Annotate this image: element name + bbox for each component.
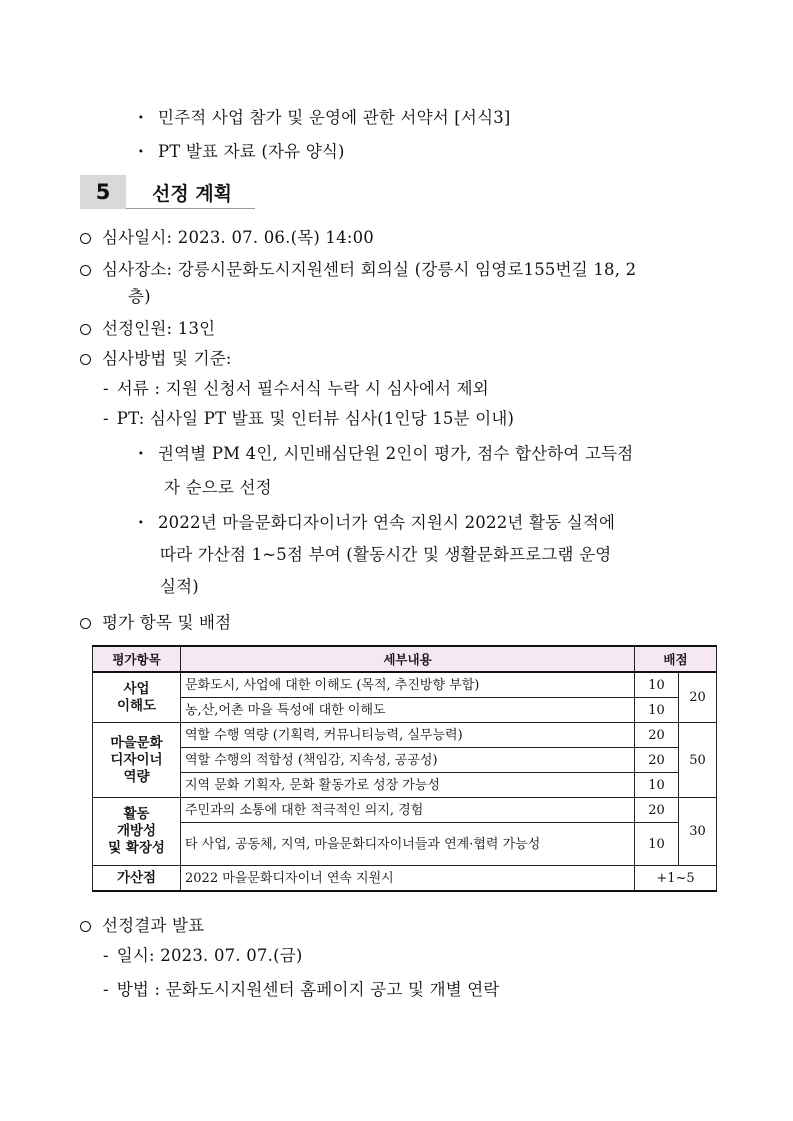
list-item: · PT 발표 자료 (자유 양식): [138, 142, 345, 161]
category-cell: 마을문화 디자이너 역량: [93, 723, 181, 798]
score-cell: 20: [635, 723, 679, 748]
bullet-dot-icon: ·: [138, 513, 144, 532]
score-cell: 20: [635, 798, 679, 823]
header-category: 평가항목: [93, 646, 181, 672]
evaluation-table: [92, 645, 717, 892]
circle-bullet-icon: [80, 354, 91, 365]
dash-bullet-icon: -: [103, 980, 109, 999]
circle-bullet-icon: [80, 921, 91, 932]
detail-cell: 지역 문화 기획자, 문화 활동가로 성장 가능성: [181, 773, 635, 798]
header-score: 배점: [635, 646, 717, 672]
detail-cell: 농,산,어촌 마을 특성에 대한 이해도: [181, 698, 635, 723]
result-method: - 방법 : 문화도시지원센터 홈페이지 공고 및 개별 연락: [103, 980, 500, 999]
pt-note-2-end: 실적): [160, 577, 199, 596]
section-number: 5: [80, 175, 126, 209]
score-cell: 10: [635, 698, 679, 723]
detail-cell: 2022 마을문화디자이너 연속 지원시: [181, 866, 635, 892]
method-pt: - PT: 심사일 PT 발표 및 인터뷰 심사(1인당 15분 이내): [103, 409, 515, 428]
section-title: 선정 계획: [152, 183, 233, 205]
selection-count: 선정인원: 13인: [80, 315, 215, 339]
list-item: · 민주적 사업 참가 및 운영에 관한 서약서 [서식3]: [138, 108, 511, 127]
header-detail: 세부내용: [181, 646, 635, 672]
total-cell: 50: [679, 723, 717, 798]
table-row: [93, 798, 717, 823]
bullet-dot-icon: ·: [138, 444, 144, 463]
table-row: [93, 748, 717, 773]
circle-bullet-icon: [80, 265, 91, 276]
eval-title: 평가 항목 및 배점: [80, 609, 231, 633]
category-cell: 활동 개방성 및 확장성: [93, 798, 181, 866]
circle-bullet-icon: [80, 618, 91, 629]
table-row: [93, 773, 717, 798]
score-cell: 10: [635, 672, 679, 698]
score-cell: +1~5: [635, 866, 717, 892]
table-row: [93, 672, 717, 698]
table-row: [93, 823, 717, 866]
detail-cell: 역할 수행의 적합성 (책임감, 지속성, 공공성): [181, 748, 635, 773]
section-divider: [126, 208, 255, 209]
table-row-bonus: [93, 866, 717, 892]
total-cell: 20: [679, 672, 717, 723]
detail-cell: 역할 수행 역량 (기획력, 커뮤니티능력, 실무능력): [181, 723, 635, 748]
circle-bullet-icon: [80, 233, 91, 244]
method-title: 심사방법 및 기준:: [80, 345, 232, 369]
score-cell: 20: [635, 748, 679, 773]
section-header: [80, 175, 255, 209]
result-title: 선정결과 발표: [80, 912, 204, 936]
method-doc: - 서류 : 지원 신청서 필수서식 누락 시 심사에서 제외: [103, 379, 489, 398]
exam-place: 심사장소: 강릉시문화도시지원센터 회의실 (강릉시 임영로155번길 18, 2: [80, 256, 636, 280]
bullet-dot-icon: ·: [138, 142, 144, 161]
table-row: [93, 698, 717, 723]
dash-bullet-icon: -: [103, 409, 109, 428]
exam-place-continued: 층): [128, 287, 151, 306]
dash-bullet-icon: -: [103, 946, 109, 965]
score-cell: 10: [635, 823, 679, 866]
category-cell: 사업 이해도: [93, 672, 181, 723]
pt-note-1-continued: 자 순으로 선정: [164, 478, 272, 497]
table-header-row: [93, 646, 717, 672]
detail-cell: 타 사업, 공동체, 지역, 마을문화디자이너들과 연계·협력 가능성: [181, 823, 635, 866]
total-cell: 30: [679, 798, 717, 866]
pt-note-1: · 권역별 PM 4인, 시민배심단원 2인이 평가, 점수 합산하여 고득점: [138, 444, 634, 463]
pt-note-2: · 2022년 마을문화디자이너가 연속 지원시 2022년 활동 실적에: [138, 513, 616, 532]
table-row: [93, 723, 717, 748]
bullet-dot-icon: ·: [138, 108, 144, 127]
dash-bullet-icon: -: [103, 379, 109, 398]
score-cell: 10: [635, 773, 679, 798]
result-date: - 일시: 2023. 07. 07.(금): [103, 946, 303, 965]
pt-note-2-continued: 따라 가산점 1~5점 부여 (활동시간 및 생활문화프로그램 운영: [160, 545, 612, 564]
circle-bullet-icon: [80, 324, 91, 335]
detail-cell: 문화도시, 사업에 대한 이해도 (목적, 추진방향 부합): [181, 672, 635, 698]
detail-cell: 주민과의 소통에 대한 적극적인 의지, 경험: [181, 798, 635, 823]
exam-datetime: 심사일시: 2023. 07. 06.(목) 14:00: [80, 224, 374, 248]
category-cell: 가산점: [93, 866, 181, 892]
